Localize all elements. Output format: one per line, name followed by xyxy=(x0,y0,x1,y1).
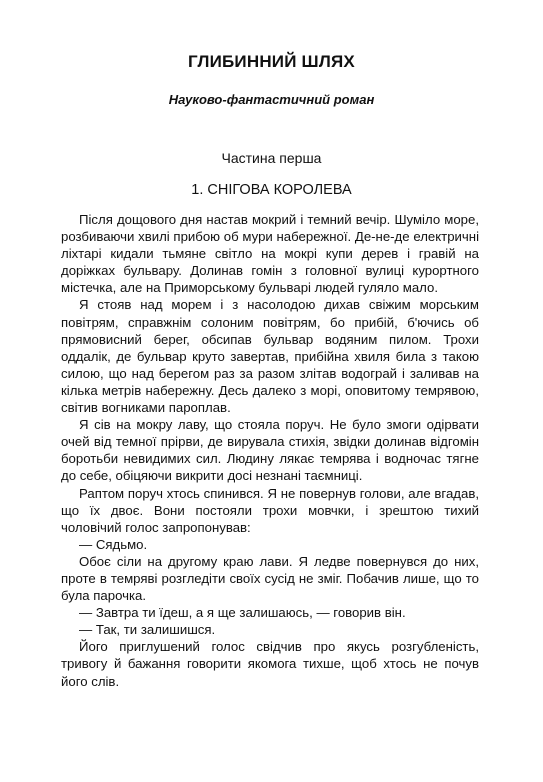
paragraph: Його приглушений голос свідчив про якусь розгубленість, тривогу й бажання говорити якомога тихше, щоб хтось не почув його слів. xyxy=(61,639,479,689)
dialogue-line: — Сядьмо. xyxy=(79,536,148,552)
chapter-body xyxy=(61,211,479,690)
dialogue-line: — Так, ти залишишся. xyxy=(79,622,216,638)
dialogue-line: — Завтра ти їдеш, а я ще залишаюсь, — говорив він. xyxy=(79,605,406,621)
paragraph: Після дощового дня настав мокрий і темний вечір. Шуміло море, розбиваючи хвилі прибою об мури набережної. Де-не-де електричні ліхтарі кидали тьмяне світло на мокрі купи дерев і гравій на доріжках бульвару. Долинав гомін з головної вулиці курортного містечка, але на Приморському бульварі людей гуляло мало. xyxy=(61,212,479,296)
book-subtitle: Науково-фантастичний роман xyxy=(168,92,375,107)
paragraph: Я сів на мокру лаву, що стояла поруч. Не було змоги одірвати очей від темної прірви, де вирувала стихія, звідки долинав відгомін боротьби невидимих сил. Людину лякає темрява і водночас тягне до себе, обіцяючи викрити досі незнані таємниці. xyxy=(61,417,479,484)
paragraph: Обоє сіли на другому краю лави. Я ледве повернувся до них, проте в темряві розгледіти своїх сусід не зміг. Побачив лише, що то була парочка. xyxy=(61,553,479,604)
part-heading: Частина перша xyxy=(221,150,322,166)
paragraph: Я стояв над морем і з насолодою дихав свіжим морським повітрям, справжнім солоним повітрям, бо прибій, б'ючись об прямовисний берег, обсипав бульвар водяним пилом. Трохи оддалік, де бульвар круто завертав, прибійна хвиля била з такою силою, що над берегом раз за разом злітав водограй і заливав на кілька метрів набережну. Десь далеко з морі, оповитому темрявою, світив вогниками пароплав. xyxy=(61,297,479,416)
book-title: ГЛИБИННИЙ ШЛЯХ xyxy=(188,52,355,71)
paragraph: Раптом поруч хтось спинився. Я не повернув голови, але вгадав, що їх двоє. Вони постояли трохи мовчки, і зрештою тихий чоловічий голос запропонував: xyxy=(61,485,479,535)
chapter-heading: 1. СНІГОВА КОРОЛЕВА xyxy=(191,182,352,198)
